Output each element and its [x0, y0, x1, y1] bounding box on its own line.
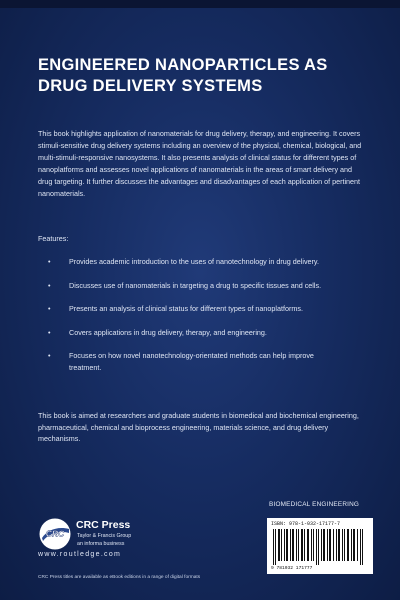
crc-press-logo-icon — [38, 517, 72, 551]
ebook-footnote: CRC Press titles are available as eBook editions in a range of digital formats — [38, 575, 201, 580]
bullet-icon: • — [48, 351, 51, 360]
barcode-digits: 9 781032 171777 — [271, 566, 313, 571]
bullet-icon: • — [48, 257, 51, 266]
feature-text: Covers applications in drug delivery, therapy, and engineering. — [69, 327, 267, 337]
feature-item — [48, 303, 348, 315]
feature-text: Presents an analysis of clinical status for different types of nanoplatforms. — [69, 304, 303, 313]
bullet-icon: • — [48, 304, 51, 313]
feature-text: Provides academic introduction to the uses of nanotechnology in drug delivery. — [69, 257, 319, 266]
publisher-website: www.routledge.com — [38, 551, 122, 558]
logo-text: CRC — [45, 528, 65, 539]
features-list — [48, 256, 348, 385]
publisher-group: Taylor & Francis Group — [77, 533, 132, 539]
feature-item — [48, 256, 348, 268]
feature-text: Focuses on how novel nanotechnology-orientated methods can help improve treatment. — [69, 351, 314, 372]
bullet-icon: • — [48, 280, 51, 290]
feature-item — [48, 327, 348, 339]
isbn-number: ISBN: 978-1-032-17177-7 — [271, 521, 341, 527]
feature-item — [48, 280, 348, 292]
publisher-business: an informa business — [77, 541, 125, 547]
barcode-icon — [271, 529, 369, 565]
publisher-name: CRC Press — [76, 519, 131, 531]
bullet-icon: • — [48, 327, 51, 337]
barcode-panel — [267, 518, 373, 574]
book-title: ENGINEERED NANOPARTICLES AS DRUG DELIVERY SYSTEMS — [38, 56, 328, 95]
subject-category: BIOMEDICAL ENGINEERING — [269, 501, 360, 508]
book-description: This book highlights application of nanomaterials for drug delivery, therapy, and engineering. It covers stimuli-sensitive drug delivery systems including an overview of the physical, chemical, biological, and multi-stimuli-responsive nanosystems. It also presents analysis of clinical status for different types of nanoplatforms and assesses novel applications of nanomaterials in the areas of smart delivery and drug targeting. It further discusses the advantages and disadvantages of each application of pertinent nanomaterials. — [38, 129, 362, 198]
feature-text: Discusses use of nanomaterials in targeting a drug to specific tissues and cells. — [69, 280, 322, 290]
features-heading: Features: — [38, 234, 69, 243]
top-rule — [0, 0, 400, 8]
feature-item — [48, 350, 348, 373]
audience-statement: This book is aimed at researchers and graduate students in biomedical and biochemical engineering, pharmaceutical, chemical and bioprocess engineering, materials science, and drug delivery mechanisms. — [38, 411, 359, 443]
